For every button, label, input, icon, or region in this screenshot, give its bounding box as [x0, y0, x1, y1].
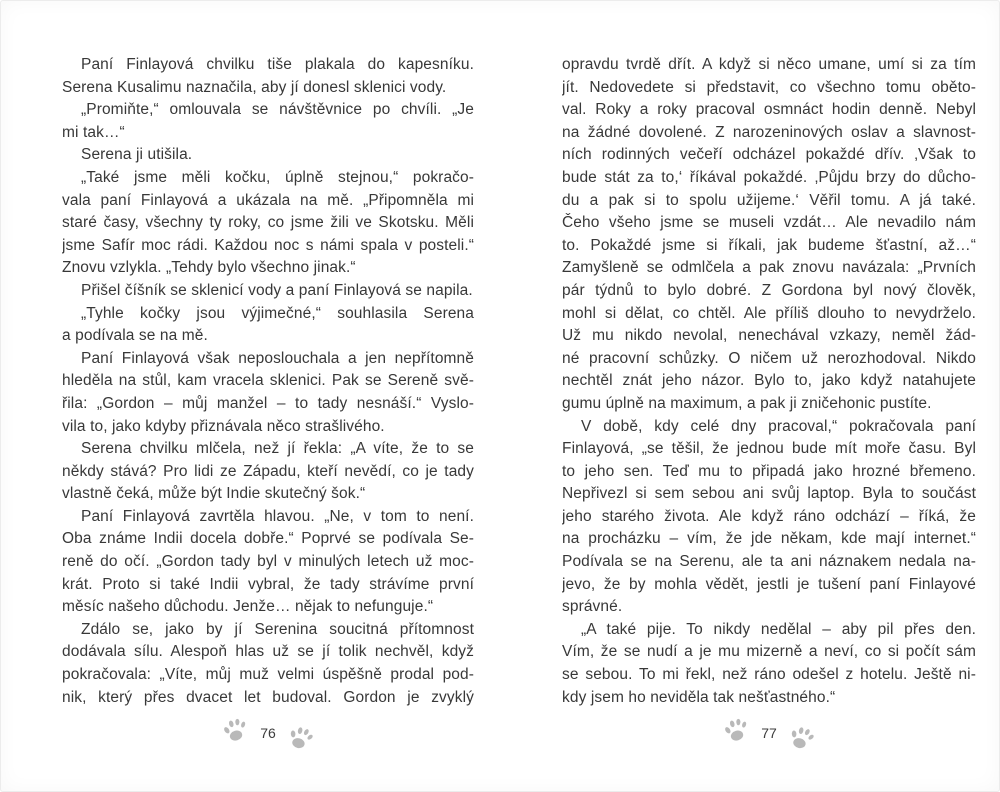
text-line: se sebou. To mi řekl, než ráno odešel z hotelu. Ještě ni-: [562, 666, 976, 684]
page-number-right: 77: [761, 725, 777, 741]
text-line: „Tyhle kočky jsou výjimečné,“ souhlasila Serena: [81, 304, 474, 322]
page-right-footer: [562, 716, 976, 751]
text-line: val. Roky a roky pracoval osmnáct hodin denně. Nebyl: [562, 101, 976, 119]
text-line: kdy jsem ho neviděla tak nešťastného.“: [562, 688, 836, 706]
text-line: nechtěl znát jeho názor. Bylo to, jako když natahujete: [562, 372, 976, 390]
text-line: vila to, jako kdyby přiznávala něco strašlivého.: [62, 417, 385, 435]
text-line: Už mu nikdo nevolal, nenechával vzkazy, neměl žád-: [562, 327, 976, 345]
text-line: to jeho sen. Teď mu to připadá jako hrozné břemeno.: [562, 462, 976, 480]
text-line: hleděla na stůl, kam vracela sklenici. Pak se Sereně svě-: [62, 372, 474, 390]
text-line: pár týdnů to bylo dobré. Z Gordona byl nový člověk,: [562, 281, 976, 299]
text-line: bude stát za to,‘ říkával pokaždé. ‚Půjdu brzy do důcho-: [562, 168, 976, 186]
text-line: vala paní Finlayová a ukázala na mě. „Připomněla mi: [62, 191, 474, 209]
text-line: né pracovní schůzky. O ničem už nerozhodoval. Nikdo: [562, 349, 976, 367]
text-line: Oba známe Indii docela dobře.“ Poprvé se podívala Se-: [62, 530, 474, 548]
text-line: Znovu vzlykla. „Tehdy bylo všechno jinak.“: [62, 259, 356, 277]
paw-print-icon: [283, 722, 318, 756]
text-line: nik, který přes dvacet let budoval. Gordon je zvyklý: [62, 688, 474, 706]
text-line: Serena Kusalimu naznačila, aby jí donesl sklenici vody.: [62, 78, 447, 96]
text-line: to. Pokaždé jsme si říkali, jak budeme šťastní, až…“: [562, 236, 976, 254]
text-line: Čeho všeho jsme se museli vzdát… Ale nevadilo nám: [562, 214, 976, 232]
text-line: mi tak…“: [62, 123, 125, 141]
text-line: někdy stává? Pro lidi ze Západu, kteří nevědí, co je tady: [62, 462, 474, 480]
text-line: Serena chvilku mlčela, než jí řekla: „A víte, že to se: [81, 440, 474, 458]
text-line: pokračovala: „Víte, můj muž velmi úspěšně prodal pod-: [62, 666, 474, 684]
text-line: „A také pije. To nikdy nedělal – aby pil přes den.: [581, 620, 976, 638]
text-line: Zdálo se, jako by jí Serenina soucitná přítomnost: [81, 620, 474, 638]
text-line: Přišel číšník se sklenicí vody a paní Finlayová se napila.: [81, 281, 473, 299]
text-line: Paní Finlayová zavrtěla hlavou. „Ne, v tom to není.: [81, 507, 474, 525]
text-line: Zamyšleně se odmlčela a pak znovu navázala: „Prvních: [562, 259, 976, 277]
text-line: Serena ji utišila.: [81, 146, 193, 164]
text-line: Nepřivezl si sem sebou ani svůj laptop. Byla to součást: [562, 485, 976, 503]
paw-print-icon: [784, 722, 819, 756]
text-line: V době, kdy celé dny pracoval,“ pokračovala paní: [581, 417, 976, 435]
text-line: ních rodinných večeří odcházel pokaždé dřív. ‚Však to: [562, 146, 976, 164]
text-line: du a pak si to spolu užijeme.‘ Věřil tomu. A já také.: [562, 191, 976, 209]
page-left-text: [62, 54, 474, 709]
text-line: Paní Finlayová chvilku tiše plakala do kapesníku.: [81, 56, 474, 73]
text-line: „Promiňte,“ omlouvala se návštěvnice po chvíli. „Je: [81, 101, 474, 119]
text-line: na žádné dovolené. Z narozeninových oslav a slavnost-: [562, 123, 976, 141]
text-line: na procházku – vím, že jde někam, kde mají internet.“: [562, 530, 976, 548]
text-line: staré časy, všechny ty roky, co jsme žili ve Skotsku. Měli: [62, 214, 474, 232]
page-right-text: [562, 54, 976, 709]
text-line: Vím, že se nudí a je mu mizerně a neví, co si počít sám: [562, 643, 976, 661]
paw-print-icon: [722, 717, 751, 745]
text-line: správné.: [562, 598, 623, 616]
text-line: jsme Safír moc rádi. Každou noc s námi spala v posteli.“: [62, 236, 474, 254]
text-line: vlastně čeká, může být Indie skutečný šok.“: [62, 485, 366, 503]
text-line: Podívala se na Serenu, ale ta ani náznakem nedala na-: [562, 553, 976, 571]
text-line: jít. Nedovedete si představit, co všechno tomu oběto-: [562, 78, 976, 96]
text-line: reně do očí. „Gordon tady byl v minulých letech už moc-: [62, 553, 474, 571]
text-line: a podívala se na mě.: [62, 327, 208, 345]
text-line: jevo, že by mohla vědět, jestli je tušení paní Finlayové: [562, 575, 976, 593]
text-line: opravdu tvrdě dřít. A když si něco umane, umí si za tím: [562, 56, 976, 73]
text-line: krát. Proto si také Indii vybral, že tady strávíme první: [62, 575, 474, 593]
text-line: „Také jsme měli kočku, úplně stejnou,“ pokračo-: [81, 168, 474, 186]
paw-print-icon: [221, 717, 250, 745]
text-line: měsíc našeho důchodu. Jenže… nějak to nefunguje.“: [62, 598, 434, 616]
page-left-footer: [62, 716, 474, 751]
text-line: gumu úplně na maximum, a pak ji zničehonic pustíte.: [562, 394, 932, 412]
text-line: řila: „Gordon – můj manžel – to tady nesnáší.“ Vyslo-: [62, 394, 474, 412]
text-line: Paní Finlayová však neposlouchala a jen nepřítomně: [81, 349, 474, 367]
text-line: jeho starého života. Ale když ráno odchází – říká, že: [562, 507, 976, 525]
text-line: Finlayová, „se těšil, že jednou bude mít moře času. Byl: [562, 440, 976, 458]
text-line: dodávala sílu. Alespoň hlas už se jí tolik nechvěl, když: [62, 643, 474, 661]
page-number-left: 76: [260, 725, 276, 741]
text-line: mohl si dělat, co chtěl. Ale příliš dlouho to nevydrželo.: [562, 304, 976, 322]
